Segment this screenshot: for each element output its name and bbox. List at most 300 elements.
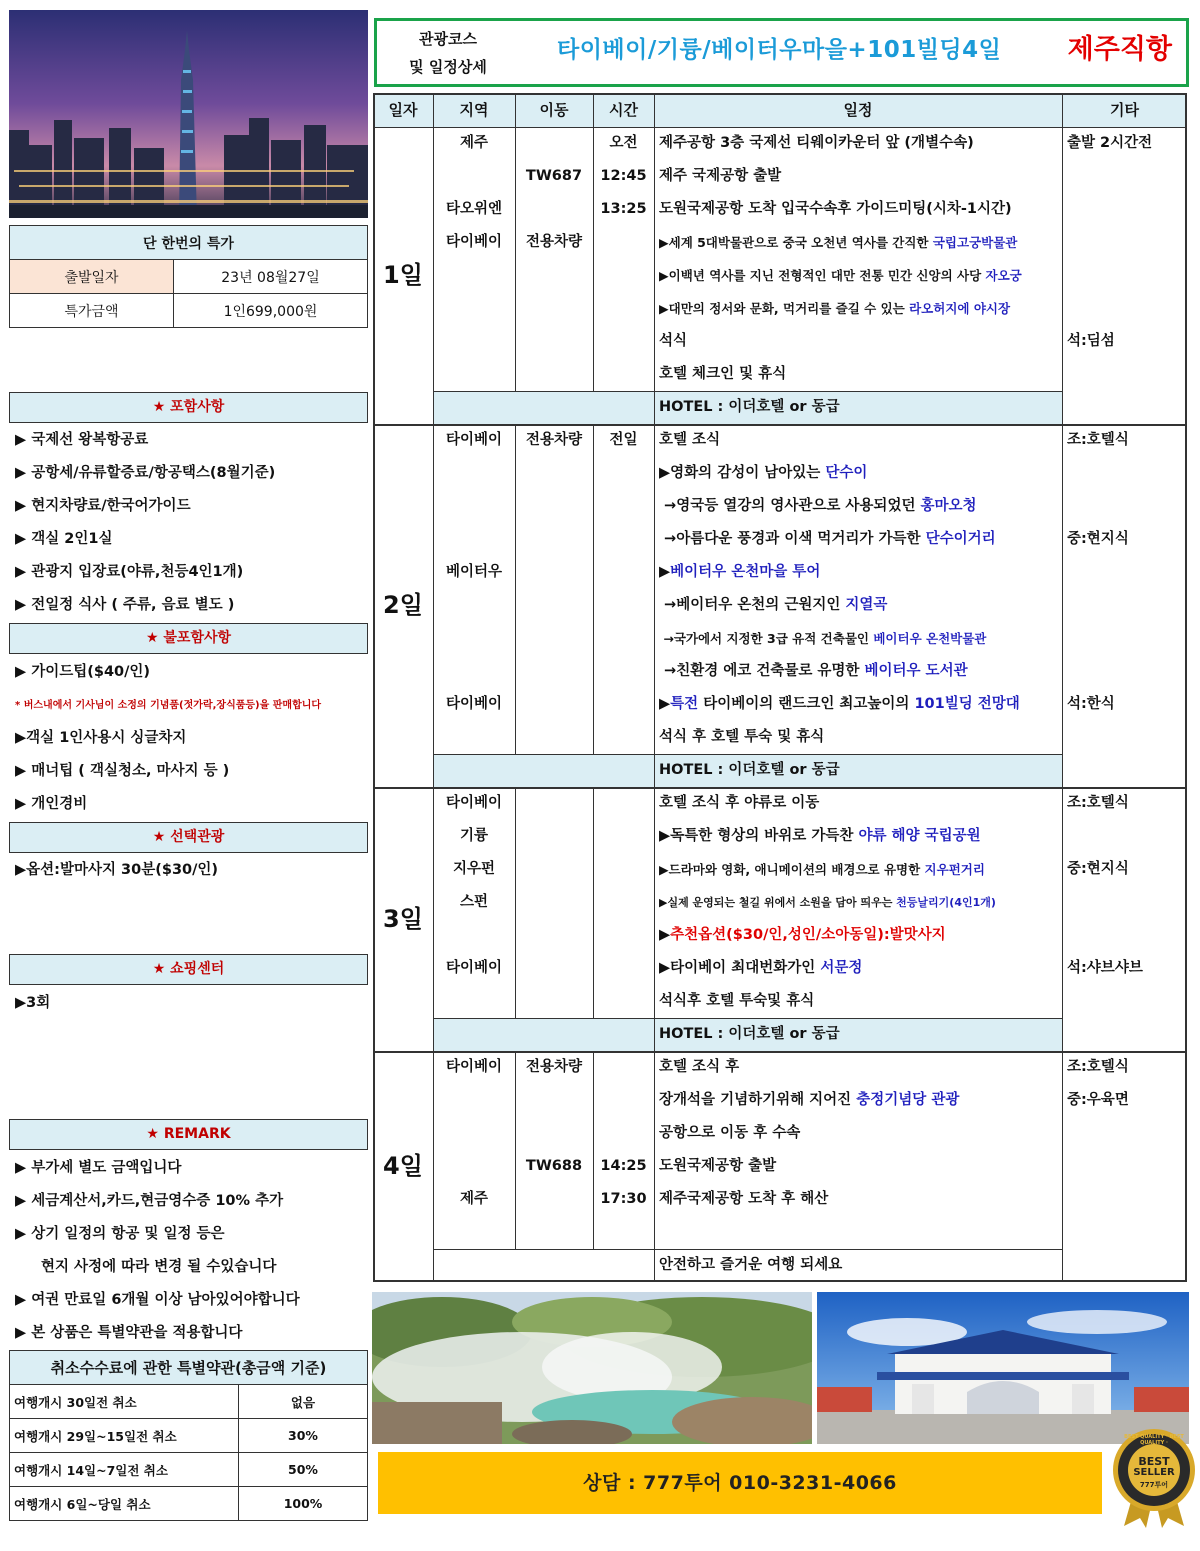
schedule-cell	[654, 1216, 1067, 1249]
seal-seller: SELLER	[1133, 1467, 1175, 1478]
region-cell: 제주	[459, 135, 488, 151]
region-cell	[433, 490, 515, 523]
day-label: 1일	[383, 261, 423, 289]
best-seller-seal	[1112, 1428, 1196, 1528]
schedule-text: →국가에서 지정한 3급 유적 건축물인	[659, 631, 874, 646]
seal-ring-text: BEST QUALITY · BEST QUALITY ·	[1124, 1434, 1184, 1446]
schedule-cell	[654, 556, 1067, 589]
grid-line	[373, 1280, 1187, 1282]
grid-line	[373, 424, 1187, 426]
transport-cell	[515, 523, 593, 556]
remark-header: ★ REMARK	[9, 1119, 368, 1150]
hotel-row: HOTEL : 이더호텔 or 동급	[654, 754, 1062, 787]
cancel-value: 없음	[239, 1385, 368, 1419]
schedule-cell	[654, 490, 1067, 523]
schedule-text: 석식	[659, 333, 688, 349]
schedule-text: ▶영화의 감성이 남아있는	[659, 465, 826, 481]
transport-cell	[515, 1117, 593, 1150]
schedule-text: ▶	[659, 696, 671, 712]
region-cell: 타이베이	[445, 795, 503, 811]
transport-cell	[515, 655, 593, 688]
time-cell	[593, 589, 654, 622]
excluded-header: ★ 불포함사항	[9, 623, 368, 654]
etc-cell: 석:샤브샤브	[1067, 960, 1143, 976]
schedule-text: →아름다운 풍경과 이색 먹거리가 가득한	[659, 531, 926, 547]
time-cell	[593, 985, 654, 1018]
grid-line	[433, 93, 434, 1282]
time-cell	[593, 952, 654, 985]
taipei-101-photo	[9, 10, 368, 218]
region-cell	[433, 160, 515, 193]
region-cell: 지우펀	[452, 861, 496, 877]
schedule-cell	[654, 985, 1067, 1018]
highlight-text: 야류 해양 국립공원	[858, 828, 981, 844]
grid-line	[654, 93, 655, 127]
seal-brand: 777투어	[1139, 1481, 1169, 1489]
time-cell	[593, 259, 654, 292]
transport-cell	[515, 952, 593, 985]
time-cell	[593, 1084, 654, 1117]
time-cell	[593, 688, 654, 721]
schedule-text: 공항으로 이동 후 수속	[659, 1125, 801, 1141]
time-cell	[593, 556, 654, 589]
region-cell	[433, 622, 515, 655]
schedule-cell	[654, 226, 1067, 259]
etc-cell	[1067, 226, 1187, 259]
schedule-cell	[654, 325, 1067, 358]
time-cell	[593, 1117, 654, 1150]
hotel-row-fill	[433, 391, 654, 424]
schedule-cell	[654, 424, 1067, 457]
highlight-text: 101빌딩 전망대	[914, 696, 1020, 712]
etc-cell	[1067, 1183, 1187, 1216]
schedule-text: ▶독특한 형상의 바위로 가득찬	[659, 828, 859, 844]
etc-cell	[1067, 886, 1187, 919]
region-cell	[433, 292, 515, 325]
cancel-label: 여행개시 29일~15일전 취소	[10, 1419, 239, 1453]
optional-header: ★ 선택관광	[9, 822, 368, 853]
tour-title: 타이베이/기륭/베이터우마을+101빌딩4일	[557, 37, 1002, 63]
grid-line	[593, 1051, 594, 1249]
highlight-text: 국립고궁박물관	[932, 235, 1018, 250]
grid-line	[654, 787, 655, 1051]
highlight-text: 홍마오청	[920, 498, 977, 514]
region-cell	[433, 919, 515, 952]
transport-cell	[515, 127, 593, 160]
list-item: ▶ 상기 일정의 항공 및 일정 등은	[15, 1226, 225, 1242]
grid-line	[593, 93, 594, 127]
time-cell	[593, 325, 654, 358]
highlight-text: 지열곡	[845, 597, 888, 613]
transport-cell	[515, 259, 593, 292]
list-item: ▶ 가이드팁($40/인)	[15, 664, 151, 680]
time-cell	[593, 523, 654, 556]
etc-cell	[1067, 193, 1187, 226]
list-item: ▶ 국제선 왕복항공료	[15, 432, 149, 448]
grid-line	[373, 1051, 1187, 1053]
region-cell: 베이터우	[445, 564, 503, 580]
day-label: 4일	[383, 1152, 423, 1180]
time-cell	[593, 886, 654, 919]
time-cell	[593, 655, 654, 688]
etc-cell	[1067, 589, 1187, 622]
schedule-cell	[654, 127, 1067, 160]
highlight-text: 베이터우 도서관	[864, 663, 968, 679]
schedule-text: ▶세계 5대박물관으로 중국 오천년 역사를 간직한	[659, 235, 933, 250]
excluded-list	[9, 656, 368, 821]
highlight-text: 자오궁	[985, 268, 1022, 283]
schedule-text: 호텔 체크인 및 휴식	[659, 366, 787, 382]
etc-cell: 석:한식	[1067, 696, 1115, 712]
etc-cell: 중:현지식	[1067, 861, 1129, 877]
etc-cell	[1067, 1117, 1187, 1150]
region-cell	[433, 655, 515, 688]
grid-line	[373, 93, 1187, 95]
transport-cell	[515, 886, 593, 919]
list-item: ▶옵션:발마사지 30분($30/인)	[15, 862, 219, 878]
schedule-cell	[654, 919, 1067, 952]
hot-spring-photo	[372, 1292, 812, 1444]
transport-cell	[515, 1216, 593, 1249]
schedule-text: ▶타이베이 최대번화가인	[659, 960, 821, 976]
schedule-text: 제주공항 3층 국제선 티웨이카운터 앞 (개별수속)	[659, 135, 974, 151]
transport-cell	[515, 622, 593, 655]
grid-line	[515, 1051, 516, 1249]
highlight-text: 추천옵션($30/인,성인/소아동일):발맛사지	[670, 927, 946, 943]
grid-line	[433, 391, 1062, 392]
time-cell	[593, 490, 654, 523]
region-cell	[433, 1150, 515, 1183]
time-cell	[593, 919, 654, 952]
transport-cell	[515, 556, 593, 589]
region-cell: 스펀	[459, 894, 488, 910]
schedule-text: 제주국제공항 도착 후 해산	[659, 1191, 829, 1207]
transport-cell: 전용차량	[525, 432, 583, 448]
time-cell	[593, 820, 654, 853]
schedule-cell	[654, 622, 1067, 655]
etc-cell	[1067, 556, 1187, 589]
region-cell	[433, 1216, 515, 1249]
time-cell	[593, 622, 654, 655]
schedule-text: ▶	[659, 927, 671, 943]
highlight-text: 베이터우 온천마을 투어	[670, 564, 821, 580]
transport-cell	[515, 1183, 593, 1216]
schedule-text: ▶대만의 정서와 문화, 먹거리를 즐길 수 있는	[659, 301, 910, 316]
schedule-cell	[654, 787, 1067, 820]
highlight-text: 서문정	[820, 960, 863, 976]
cancel-value: 100%	[239, 1487, 368, 1521]
etc-cell: 조:호텔식	[1067, 795, 1129, 811]
schedule-cell	[654, 193, 1067, 226]
transport-cell	[515, 490, 593, 523]
etc-cell: 석:딤섬	[1067, 333, 1115, 349]
grid-line	[654, 424, 655, 787]
region-cell	[433, 1084, 515, 1117]
transport-cell	[515, 589, 593, 622]
schedule-cell	[654, 952, 1067, 985]
remark-list	[9, 1152, 368, 1350]
schedule-text: ▶	[659, 564, 671, 580]
transport-cell	[515, 325, 593, 358]
highlight-text: 특전	[670, 696, 699, 712]
cancel-label: 여행개시 14일~7일전 취소	[10, 1453, 239, 1487]
transport-cell: 전용차량	[525, 234, 583, 250]
region-cell	[433, 1117, 515, 1150]
region-cell	[433, 358, 515, 391]
course-label-line2: 및 일정상세	[409, 58, 487, 76]
transport-cell: TW688	[525, 1158, 583, 1174]
direct-flight-label: 제주직항	[1067, 34, 1172, 65]
schedule-text: ▶드라마와 영화, 애니메이션의 배경으로 유명한	[659, 862, 925, 877]
departure-date-label: 출발일자	[10, 260, 174, 294]
souvenir-note: * 버스내에서 기사님이 소정의 기념품(젓가락,장식품등)을 판매합니다	[15, 700, 322, 711]
etc-cell	[1067, 457, 1187, 490]
etc-cell	[1067, 1216, 1187, 1249]
region-cell: 제주	[459, 1191, 488, 1207]
time-cell	[593, 358, 654, 391]
etc-cell	[1067, 985, 1187, 1018]
transport-cell	[515, 985, 593, 1018]
included-header: ★ 포함사항	[9, 392, 368, 423]
time-cell	[593, 853, 654, 886]
list-item: ▶ 개인경비	[15, 796, 88, 812]
cancel-value: 50%	[239, 1453, 368, 1487]
special-title: 단 한번의 특가	[10, 226, 368, 260]
grid-line	[433, 754, 1062, 755]
etc-cell: 중:우육면	[1067, 1092, 1129, 1108]
schedule-cell	[654, 292, 1067, 325]
transport-cell	[515, 820, 593, 853]
region-cell: 타이베이	[445, 696, 503, 712]
etc-cell: 중:현지식	[1067, 531, 1129, 547]
cancel-label: 여행개시 6일~당일 취소	[10, 1487, 239, 1521]
transport-cell	[515, 787, 593, 820]
etc-cell	[1067, 259, 1187, 292]
transport-cell	[515, 721, 593, 754]
hotel-row: HOTEL : 이더호텔 or 동급	[654, 391, 1062, 424]
contact-bar: 상담 : 777투어 010-3231-4066	[378, 1452, 1102, 1514]
grid-line	[373, 787, 1187, 789]
region-cell	[433, 325, 515, 358]
highlight-text: 지우펀거리	[924, 862, 985, 877]
schedule-cell	[654, 1051, 1067, 1084]
time-cell	[593, 1051, 654, 1084]
etc-cell	[1067, 160, 1187, 193]
region-cell	[433, 457, 515, 490]
included-list	[9, 424, 368, 622]
schedule-text: ▶실제 운영되는 철길 위에서 소원을 담아 띄우는	[659, 896, 897, 909]
region-cell	[433, 259, 515, 292]
schedule-cell	[654, 1084, 1067, 1117]
schedule-text: 석식후 호텔 투숙및 휴식	[659, 993, 815, 1009]
special-price-value: 1인699,000원	[174, 294, 368, 328]
time-cell: 14:25	[600, 1158, 647, 1174]
course-label	[403, 25, 493, 81]
special-price-label: 특가금액	[10, 294, 174, 328]
schedule-cell	[654, 259, 1067, 292]
time-cell	[593, 226, 654, 259]
region-cell: 기륭	[459, 828, 488, 844]
time-cell	[593, 292, 654, 325]
seal-best: BEST	[1138, 1455, 1170, 1468]
schedule-cell	[654, 1183, 1067, 1216]
list-item: ▶ 공항세/유류할증료/항공택스(8월기준)	[15, 465, 276, 481]
grid-line	[515, 93, 516, 127]
transport-cell	[515, 457, 593, 490]
schedule-text: 타이베이의 랜드크인 최고높이의	[698, 696, 915, 712]
shopping-header: ★ 쇼핑센터	[9, 954, 368, 985]
schedule-cell	[654, 655, 1067, 688]
region-cell	[433, 523, 515, 556]
list-item: ▶ 관광지 입장료(야류,천등4인1개)	[15, 564, 244, 580]
grid-line	[373, 93, 375, 1282]
grid-line	[1185, 93, 1187, 1282]
etc-cell	[1067, 358, 1187, 391]
grid-line	[593, 424, 594, 754]
region-cell	[433, 985, 515, 1018]
list-item: ▶ 본 상품은 특별약관을 적용합니다	[15, 1325, 243, 1341]
column-header: 시간	[593, 93, 654, 127]
list-item: ▶객실 1인사용시 싱글차지	[15, 730, 187, 746]
list-item: ▶3회	[15, 995, 51, 1011]
memorial-hall-photo	[817, 1292, 1189, 1444]
grid-line	[1062, 93, 1063, 1282]
special-price-box	[9, 225, 368, 328]
list-item: ▶ 객실 2인1실	[15, 531, 113, 547]
etc-cell	[1067, 292, 1187, 325]
schedule-text: 호텔 조식	[659, 432, 721, 448]
etc-cell	[1067, 490, 1187, 523]
schedule-cell	[654, 1117, 1067, 1150]
time-cell	[593, 721, 654, 754]
cancel-label: 여행개시 30일전 취소	[10, 1385, 239, 1419]
highlight-text: 충정기념당 관광	[856, 1092, 960, 1108]
schedule-cell	[654, 1150, 1067, 1183]
time-cell: 12:45	[600, 168, 647, 184]
highlight-text: 라오허지에 야시장	[909, 301, 1011, 316]
etc-cell: 조:호텔식	[1067, 1059, 1129, 1075]
grid-line	[433, 1018, 1062, 1019]
transport-cell	[515, 853, 593, 886]
grid-line	[593, 787, 594, 1018]
transport-cell	[515, 919, 593, 952]
time-cell	[593, 787, 654, 820]
time-cell: 13:25	[600, 201, 647, 217]
grid-line	[593, 127, 594, 391]
hotel-row: HOTEL : 이더호텔 or 동급	[654, 1018, 1062, 1051]
list-item: ▶ 여권 만료일 6개월 이상 남아있어야합니다	[15, 1292, 300, 1308]
etc-cell: 출발 2시간전	[1067, 135, 1153, 151]
schedule-cell	[654, 457, 1067, 490]
schedule-text: 도원국제공항 출발	[659, 1158, 777, 1174]
grid-line	[654, 127, 655, 424]
column-header: 기타	[1062, 93, 1187, 127]
transport-cell	[515, 292, 593, 325]
cancellation-table	[9, 1350, 368, 1521]
optional-list	[9, 854, 368, 887]
region-cell	[433, 721, 515, 754]
grid-line	[515, 424, 516, 754]
departure-date-value: 23년 08월27일	[174, 260, 368, 294]
time-cell	[593, 457, 654, 490]
shopping-list	[9, 987, 368, 1020]
etc-cell	[1067, 1150, 1187, 1183]
schedule-text: 호텔 조식 후 야류로 이동	[659, 795, 820, 811]
time-cell: 전일	[609, 432, 638, 448]
schedule-text: 제주 국제공항 출발	[659, 168, 782, 184]
grid-line	[373, 127, 1187, 128]
region-cell: 타이베이	[445, 234, 503, 250]
etc-cell	[1067, 721, 1187, 754]
highlight-text: 베이터우 온천박물관	[873, 631, 987, 646]
etc-cell	[1067, 622, 1187, 655]
schedule-cell	[654, 523, 1067, 556]
etc-cell	[1067, 919, 1187, 952]
column-header: 일정	[654, 93, 1062, 127]
transport-cell	[515, 358, 593, 391]
region-cell	[433, 589, 515, 622]
cancellation-title: 취소수수료에 관한 특별약관(총금액 기준)	[10, 1351, 368, 1385]
transport-cell: 전용차량	[525, 1059, 583, 1075]
schedule-text: 호텔 조식 후	[659, 1059, 740, 1075]
time-cell: 17:30	[600, 1191, 647, 1207]
column-header: 일자	[373, 93, 433, 127]
region-cell: 타오위엔	[445, 201, 503, 217]
schedule-text: →영국등 열강의 영사관으로 사용되었던	[659, 498, 921, 514]
schedule-cell	[654, 160, 1067, 193]
hotel-row-fill	[433, 754, 654, 787]
itinerary-table	[373, 93, 1187, 1286]
schedule-cell	[654, 688, 1067, 721]
list-item: ▶ 부가세 별도 금액입니다	[15, 1160, 182, 1176]
hotel-row-fill	[433, 1018, 654, 1051]
region-cell: 타이베이	[445, 432, 503, 448]
schedule-text: 도원국제공항 도착 입국수속후 가이드미팅(시차-1시간)	[659, 201, 1012, 217]
cancel-value: 30%	[239, 1419, 368, 1453]
day-label: 3일	[383, 905, 423, 933]
schedule-text: →베이터우 온천의 근원지인	[659, 597, 846, 613]
grid-line	[433, 1249, 1062, 1250]
schedule-cell	[654, 853, 1067, 886]
highlight-text: 단수이거리	[925, 531, 996, 547]
grid-line	[515, 127, 516, 391]
column-header: 이동	[515, 93, 593, 127]
highlight-text: 천등날리기(4인1개)	[896, 896, 996, 909]
closing-message: 안전하고 즐거운 여행 되세요	[659, 1257, 843, 1273]
list-item: ▶ 현지차량료/한국어가이드	[15, 498, 191, 514]
course-label-line1: 관광코스	[419, 30, 477, 48]
etc-cell	[1067, 655, 1187, 688]
list-item: ▶ 매너팁 ( 객실청소, 마사지 등 )	[15, 763, 230, 779]
column-header: 지역	[433, 93, 515, 127]
schedule-cell	[654, 721, 1067, 754]
schedule-cell	[654, 820, 1067, 853]
region-cell: 타이베이	[445, 960, 503, 976]
time-cell	[593, 1216, 654, 1249]
list-item: 현지 사정에 따라 변경 될 수있습니다	[41, 1259, 277, 1275]
schedule-text: 석식 후 호텔 투숙 및 휴식	[659, 729, 825, 745]
schedule-cell	[654, 886, 1067, 919]
transport-cell	[515, 193, 593, 226]
transport-cell: TW687	[525, 168, 583, 184]
etc-cell	[1067, 820, 1187, 853]
grid-line	[654, 1051, 655, 1282]
transport-cell	[515, 688, 593, 721]
schedule-cell	[654, 589, 1067, 622]
region-cell: 타이베이	[445, 1059, 503, 1075]
grid-line	[515, 787, 516, 1018]
list-item: ▶ 세금계산서,카드,현금영수증 10% 추가	[15, 1193, 284, 1209]
